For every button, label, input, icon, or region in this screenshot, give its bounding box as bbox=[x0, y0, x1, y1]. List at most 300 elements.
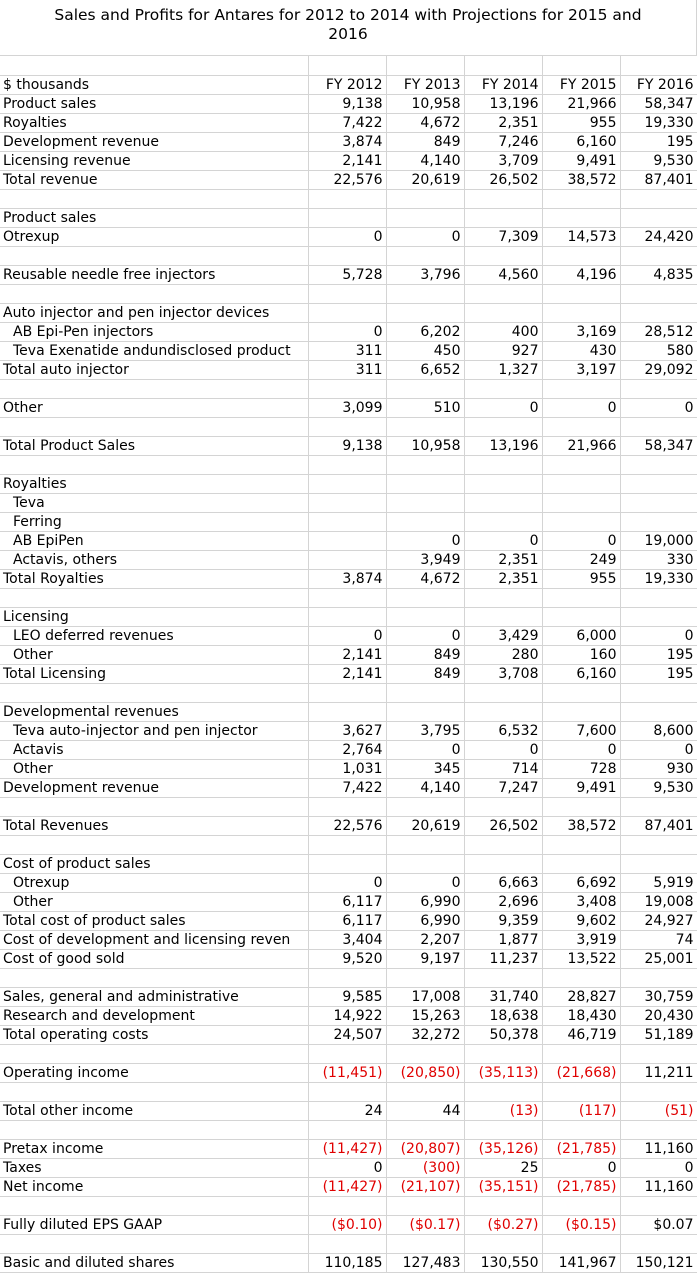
empty-cell bbox=[542, 835, 620, 854]
empty-cell bbox=[0, 1120, 308, 1139]
value-cell: 13,522 bbox=[542, 949, 620, 968]
table-row bbox=[0, 303, 697, 322]
value-cell: 195 bbox=[620, 664, 697, 683]
value-cell: 0 bbox=[386, 740, 464, 759]
value-cell: 1,327 bbox=[464, 360, 542, 379]
value-cell: ($0.27) bbox=[464, 1215, 542, 1234]
value-cell: (21,785) bbox=[542, 1177, 620, 1196]
value-cell: 6,663 bbox=[464, 873, 542, 892]
empty-cell bbox=[308, 835, 386, 854]
value-cell bbox=[464, 303, 542, 322]
row-label: Actavis, others bbox=[0, 550, 308, 569]
table-row bbox=[0, 740, 697, 759]
value-cell: 2,141 bbox=[308, 151, 386, 170]
value-cell bbox=[308, 493, 386, 512]
value-cell: 9,530 bbox=[620, 151, 697, 170]
value-cell: 25,001 bbox=[620, 949, 697, 968]
table-row bbox=[0, 550, 697, 569]
table-row bbox=[0, 493, 697, 512]
table-row bbox=[0, 1177, 697, 1196]
empty-cell bbox=[386, 1196, 464, 1215]
table-row bbox=[0, 1025, 697, 1044]
value-cell: 0 bbox=[542, 1158, 620, 1177]
value-cell: 74 bbox=[620, 930, 697, 949]
row-label: LEO deferred revenues bbox=[0, 626, 308, 645]
empty-cell bbox=[386, 1082, 464, 1101]
table-row bbox=[0, 531, 697, 550]
spacer-row bbox=[0, 797, 697, 816]
value-cell bbox=[542, 493, 620, 512]
value-cell: 18,638 bbox=[464, 1006, 542, 1025]
empty-cell bbox=[542, 455, 620, 474]
empty-cell bbox=[0, 379, 308, 398]
value-cell: 24,927 bbox=[620, 911, 697, 930]
row-label: Total Licensing bbox=[0, 664, 308, 683]
row-label: Reusable needle free injectors bbox=[0, 265, 308, 284]
table-row bbox=[0, 474, 697, 493]
value-cell: 3,796 bbox=[386, 265, 464, 284]
sheet-title-line-1: Sales and Profits for Antares for 2012 to 2014 with Projections for 2015 and bbox=[54, 6, 642, 24]
value-cell: 13,196 bbox=[464, 436, 542, 455]
empty-cell bbox=[0, 1196, 308, 1215]
value-cell: 2,141 bbox=[308, 664, 386, 683]
value-cell: 927 bbox=[464, 341, 542, 360]
value-cell: 2,351 bbox=[464, 569, 542, 588]
empty-cell bbox=[542, 683, 620, 702]
empty-cell bbox=[620, 417, 697, 436]
value-cell bbox=[542, 607, 620, 626]
table-row bbox=[0, 322, 697, 341]
value-cell: 26,502 bbox=[464, 170, 542, 189]
empty-cell bbox=[308, 189, 386, 208]
row-label: Total auto injector bbox=[0, 360, 308, 379]
value-cell: 580 bbox=[620, 341, 697, 360]
table-row bbox=[0, 759, 697, 778]
row-label: Development revenue bbox=[0, 778, 308, 797]
empty-cell bbox=[0, 246, 308, 265]
table-row bbox=[0, 930, 697, 949]
empty-cell bbox=[308, 797, 386, 816]
value-cell: 0 bbox=[464, 531, 542, 550]
table-row bbox=[0, 170, 697, 189]
value-cell: 430 bbox=[542, 341, 620, 360]
empty-cell bbox=[308, 1044, 386, 1063]
spacer-row bbox=[0, 1120, 697, 1139]
value-cell: 9,138 bbox=[308, 94, 386, 113]
spacer-row bbox=[0, 1044, 697, 1063]
value-cell: 9,491 bbox=[542, 778, 620, 797]
row-label: Cost of good sold bbox=[0, 949, 308, 968]
empty-cell bbox=[542, 968, 620, 987]
value-cell: 24,507 bbox=[308, 1025, 386, 1044]
empty-cell bbox=[386, 1044, 464, 1063]
value-cell: 3,197 bbox=[542, 360, 620, 379]
value-cell: 130,550 bbox=[464, 1253, 542, 1272]
empty-cell bbox=[308, 284, 386, 303]
spacer-row bbox=[0, 1196, 697, 1215]
value-cell bbox=[542, 854, 620, 873]
value-cell: (21,107) bbox=[386, 1177, 464, 1196]
spacer-row bbox=[0, 1082, 697, 1101]
empty-cell bbox=[386, 379, 464, 398]
value-cell: (35,126) bbox=[464, 1139, 542, 1158]
value-cell: 7,422 bbox=[308, 113, 386, 132]
empty-cell bbox=[620, 968, 697, 987]
table-row bbox=[0, 436, 697, 455]
empty-cell bbox=[620, 379, 697, 398]
value-cell: 0 bbox=[542, 531, 620, 550]
value-cell: 17,008 bbox=[386, 987, 464, 1006]
value-cell: 7,422 bbox=[308, 778, 386, 797]
value-cell: 9,138 bbox=[308, 436, 386, 455]
empty-cell bbox=[620, 797, 697, 816]
value-cell: 330 bbox=[620, 550, 697, 569]
value-cell: 2,764 bbox=[308, 740, 386, 759]
value-cell bbox=[308, 208, 386, 227]
table-row bbox=[0, 94, 697, 113]
empty-cell bbox=[620, 588, 697, 607]
value-cell: 58,347 bbox=[620, 436, 697, 455]
value-cell: 6,532 bbox=[464, 721, 542, 740]
value-cell: (13) bbox=[464, 1101, 542, 1120]
value-cell: 6,117 bbox=[308, 911, 386, 930]
value-cell: 0 bbox=[386, 531, 464, 550]
value-cell bbox=[620, 702, 697, 721]
value-cell: 24,420 bbox=[620, 227, 697, 246]
value-cell: 1,877 bbox=[464, 930, 542, 949]
value-cell: 25 bbox=[464, 1158, 542, 1177]
empty-cell bbox=[308, 455, 386, 474]
value-cell bbox=[620, 512, 697, 531]
empty-cell bbox=[386, 417, 464, 436]
table-row bbox=[0, 873, 697, 892]
spacer-row bbox=[0, 835, 697, 854]
value-cell: 2,207 bbox=[386, 930, 464, 949]
row-label: Teva bbox=[0, 493, 308, 512]
value-cell: 2,696 bbox=[464, 892, 542, 911]
sheet-title-line-2: 2016 bbox=[328, 25, 368, 43]
table-row bbox=[0, 1215, 697, 1234]
value-cell: ($0.17) bbox=[386, 1215, 464, 1234]
table-row bbox=[0, 911, 697, 930]
row-label: Taxes bbox=[0, 1158, 308, 1177]
row-label: Royalties bbox=[0, 474, 308, 493]
value-cell: 0 bbox=[308, 626, 386, 645]
value-cell: 38,572 bbox=[542, 816, 620, 835]
empty-cell bbox=[620, 1082, 697, 1101]
empty-cell bbox=[0, 1044, 308, 1063]
value-cell: (35,113) bbox=[464, 1063, 542, 1082]
empty-cell bbox=[0, 284, 308, 303]
empty-cell bbox=[0, 417, 308, 436]
value-cell: 9,197 bbox=[386, 949, 464, 968]
value-cell: 127,483 bbox=[386, 1253, 464, 1272]
value-cell: 14,573 bbox=[542, 227, 620, 246]
value-cell bbox=[620, 854, 697, 873]
table-row bbox=[0, 227, 697, 246]
value-cell: 955 bbox=[542, 113, 620, 132]
empty-cell bbox=[542, 1196, 620, 1215]
row-label: Cost of product sales bbox=[0, 854, 308, 873]
value-cell: 6,990 bbox=[386, 892, 464, 911]
financial-table bbox=[0, 56, 697, 1273]
empty-cell bbox=[542, 1044, 620, 1063]
row-label: Other bbox=[0, 759, 308, 778]
value-cell: 30,759 bbox=[620, 987, 697, 1006]
value-cell: 0 bbox=[620, 626, 697, 645]
value-cell bbox=[464, 208, 542, 227]
value-cell: 44 bbox=[386, 1101, 464, 1120]
value-cell: 0 bbox=[386, 626, 464, 645]
empty-cell bbox=[0, 1234, 308, 1253]
value-cell: (21,668) bbox=[542, 1063, 620, 1082]
table-row bbox=[0, 341, 697, 360]
value-cell: 3,408 bbox=[542, 892, 620, 911]
spacer-row bbox=[0, 1234, 697, 1253]
value-cell: 19,008 bbox=[620, 892, 697, 911]
value-cell: 87,401 bbox=[620, 170, 697, 189]
financial-table-body bbox=[0, 56, 697, 1272]
value-cell: 3,949 bbox=[386, 550, 464, 569]
value-cell bbox=[386, 702, 464, 721]
row-label: Otrexup bbox=[0, 227, 308, 246]
empty-cell bbox=[308, 1082, 386, 1101]
value-cell bbox=[464, 854, 542, 873]
value-cell: 0 bbox=[464, 740, 542, 759]
row-label: Teva Exenatide andundisclosed product bbox=[0, 341, 308, 360]
table-row bbox=[0, 360, 697, 379]
empty-cell bbox=[542, 189, 620, 208]
value-cell bbox=[542, 303, 620, 322]
row-label: Actavis bbox=[0, 740, 308, 759]
value-cell: 195 bbox=[620, 132, 697, 151]
value-cell: 160 bbox=[542, 645, 620, 664]
value-cell: (11,427) bbox=[308, 1139, 386, 1158]
value-cell: (51) bbox=[620, 1101, 697, 1120]
value-cell: 0 bbox=[620, 740, 697, 759]
table-row bbox=[0, 512, 697, 531]
value-cell bbox=[464, 607, 542, 626]
table-row bbox=[0, 721, 697, 740]
value-cell bbox=[386, 474, 464, 493]
value-cell: 9,530 bbox=[620, 778, 697, 797]
table-row bbox=[0, 1101, 697, 1120]
value-cell bbox=[386, 208, 464, 227]
empty-cell bbox=[620, 835, 697, 854]
value-cell: 32,272 bbox=[386, 1025, 464, 1044]
value-cell: 0 bbox=[308, 227, 386, 246]
value-cell: 7,246 bbox=[464, 132, 542, 151]
value-cell: 345 bbox=[386, 759, 464, 778]
empty-cell bbox=[386, 1234, 464, 1253]
empty-cell bbox=[620, 683, 697, 702]
value-cell: 849 bbox=[386, 645, 464, 664]
value-cell: 4,140 bbox=[386, 151, 464, 170]
row-label: Total Product Sales bbox=[0, 436, 308, 455]
row-label: Total Royalties bbox=[0, 569, 308, 588]
value-cell bbox=[386, 303, 464, 322]
value-cell: 28,827 bbox=[542, 987, 620, 1006]
value-cell bbox=[308, 512, 386, 531]
row-label: Basic and diluted shares bbox=[0, 1253, 308, 1272]
row-label: Product sales bbox=[0, 208, 308, 227]
empty-cell bbox=[464, 56, 542, 75]
table-row bbox=[0, 816, 697, 835]
empty-cell bbox=[542, 246, 620, 265]
value-cell: 0 bbox=[308, 1158, 386, 1177]
value-cell: 9,491 bbox=[542, 151, 620, 170]
value-cell: 6,652 bbox=[386, 360, 464, 379]
table-row bbox=[0, 1139, 697, 1158]
empty-cell bbox=[308, 1234, 386, 1253]
value-cell: 21,966 bbox=[542, 94, 620, 113]
value-cell: 19,330 bbox=[620, 569, 697, 588]
value-cell: 0 bbox=[386, 227, 464, 246]
value-cell: 51,189 bbox=[620, 1025, 697, 1044]
table-row bbox=[0, 702, 697, 721]
value-cell: 6,117 bbox=[308, 892, 386, 911]
value-cell: 6,160 bbox=[542, 132, 620, 151]
table-row bbox=[0, 265, 697, 284]
empty-cell bbox=[0, 56, 308, 75]
value-cell: 20,430 bbox=[620, 1006, 697, 1025]
value-cell: 9,585 bbox=[308, 987, 386, 1006]
row-label: AB EpiPen bbox=[0, 531, 308, 550]
value-cell: 5,919 bbox=[620, 873, 697, 892]
spacer-row bbox=[0, 455, 697, 474]
value-cell: 20,619 bbox=[386, 170, 464, 189]
value-cell: 6,160 bbox=[542, 664, 620, 683]
value-cell: 930 bbox=[620, 759, 697, 778]
empty-cell bbox=[542, 797, 620, 816]
value-cell: 10,958 bbox=[386, 436, 464, 455]
value-cell: 11,237 bbox=[464, 949, 542, 968]
value-cell: 24 bbox=[308, 1101, 386, 1120]
value-cell: 311 bbox=[308, 341, 386, 360]
empty-cell bbox=[464, 1044, 542, 1063]
value-cell: 4,196 bbox=[542, 265, 620, 284]
empty-cell bbox=[542, 1082, 620, 1101]
empty-cell bbox=[308, 1196, 386, 1215]
empty-cell bbox=[0, 797, 308, 816]
table-row bbox=[0, 854, 697, 873]
spacer-row bbox=[0, 246, 697, 265]
empty-cell bbox=[308, 56, 386, 75]
row-label: Auto injector and pen injector devices bbox=[0, 303, 308, 322]
table-row bbox=[0, 113, 697, 132]
empty-cell bbox=[0, 455, 308, 474]
value-cell: (21,785) bbox=[542, 1139, 620, 1158]
empty-cell bbox=[386, 1120, 464, 1139]
value-cell: (300) bbox=[386, 1158, 464, 1177]
empty-cell bbox=[620, 1120, 697, 1139]
value-cell: (20,850) bbox=[386, 1063, 464, 1082]
units-label: $ thousands bbox=[0, 75, 308, 94]
empty-cell bbox=[464, 588, 542, 607]
row-label: Fully diluted EPS GAAP bbox=[0, 1215, 308, 1234]
value-cell: 7,600 bbox=[542, 721, 620, 740]
value-cell: 6,000 bbox=[542, 626, 620, 645]
empty-cell bbox=[620, 1234, 697, 1253]
value-cell: 46,719 bbox=[542, 1025, 620, 1044]
value-cell bbox=[308, 550, 386, 569]
value-cell bbox=[464, 512, 542, 531]
empty-cell bbox=[464, 1120, 542, 1139]
value-cell: 28,512 bbox=[620, 322, 697, 341]
value-cell: 50,378 bbox=[464, 1025, 542, 1044]
value-cell: 11,211 bbox=[620, 1063, 697, 1082]
value-cell: 6,202 bbox=[386, 322, 464, 341]
value-cell: (11,427) bbox=[308, 1177, 386, 1196]
empty-cell bbox=[542, 1234, 620, 1253]
row-label: Licensing revenue bbox=[0, 151, 308, 170]
value-cell: 6,990 bbox=[386, 911, 464, 930]
table-row bbox=[0, 645, 697, 664]
year-header: FY 2013 bbox=[386, 75, 464, 94]
value-cell: 311 bbox=[308, 360, 386, 379]
value-cell: 3,627 bbox=[308, 721, 386, 740]
value-cell: 21,966 bbox=[542, 436, 620, 455]
empty-cell bbox=[308, 379, 386, 398]
empty-cell bbox=[386, 835, 464, 854]
empty-cell bbox=[386, 284, 464, 303]
value-cell: 3,404 bbox=[308, 930, 386, 949]
empty-cell bbox=[308, 1120, 386, 1139]
empty-cell bbox=[464, 835, 542, 854]
value-cell bbox=[542, 474, 620, 493]
row-label: Product sales bbox=[0, 94, 308, 113]
value-cell: 0 bbox=[542, 398, 620, 417]
table-row bbox=[0, 398, 697, 417]
empty-cell bbox=[464, 797, 542, 816]
spacer-row bbox=[0, 189, 697, 208]
value-cell: 58,347 bbox=[620, 94, 697, 113]
empty-cell bbox=[464, 1196, 542, 1215]
value-cell bbox=[620, 607, 697, 626]
value-cell: 0 bbox=[620, 398, 697, 417]
row-label: Licensing bbox=[0, 607, 308, 626]
value-cell: 22,576 bbox=[308, 170, 386, 189]
value-cell: 4,672 bbox=[386, 113, 464, 132]
value-cell: 849 bbox=[386, 132, 464, 151]
spacer-row bbox=[0, 56, 697, 75]
table-row bbox=[0, 208, 697, 227]
value-cell: 0 bbox=[386, 873, 464, 892]
row-label: Net income bbox=[0, 1177, 308, 1196]
value-cell: 38,572 bbox=[542, 170, 620, 189]
empty-cell bbox=[308, 246, 386, 265]
empty-cell bbox=[542, 588, 620, 607]
table-row bbox=[0, 132, 697, 151]
value-cell: 7,309 bbox=[464, 227, 542, 246]
empty-cell bbox=[386, 189, 464, 208]
empty-cell bbox=[0, 835, 308, 854]
value-cell: 18,430 bbox=[542, 1006, 620, 1025]
value-cell bbox=[308, 531, 386, 550]
spacer-row bbox=[0, 379, 697, 398]
empty-cell bbox=[308, 417, 386, 436]
value-cell: 20,619 bbox=[386, 816, 464, 835]
row-label: Developmental revenues bbox=[0, 702, 308, 721]
value-cell bbox=[308, 607, 386, 626]
value-cell bbox=[308, 303, 386, 322]
value-cell: 4,140 bbox=[386, 778, 464, 797]
table-row bbox=[0, 569, 697, 588]
empty-cell bbox=[464, 189, 542, 208]
empty-cell bbox=[464, 1234, 542, 1253]
value-cell: 3,919 bbox=[542, 930, 620, 949]
year-header: FY 2014 bbox=[464, 75, 542, 94]
